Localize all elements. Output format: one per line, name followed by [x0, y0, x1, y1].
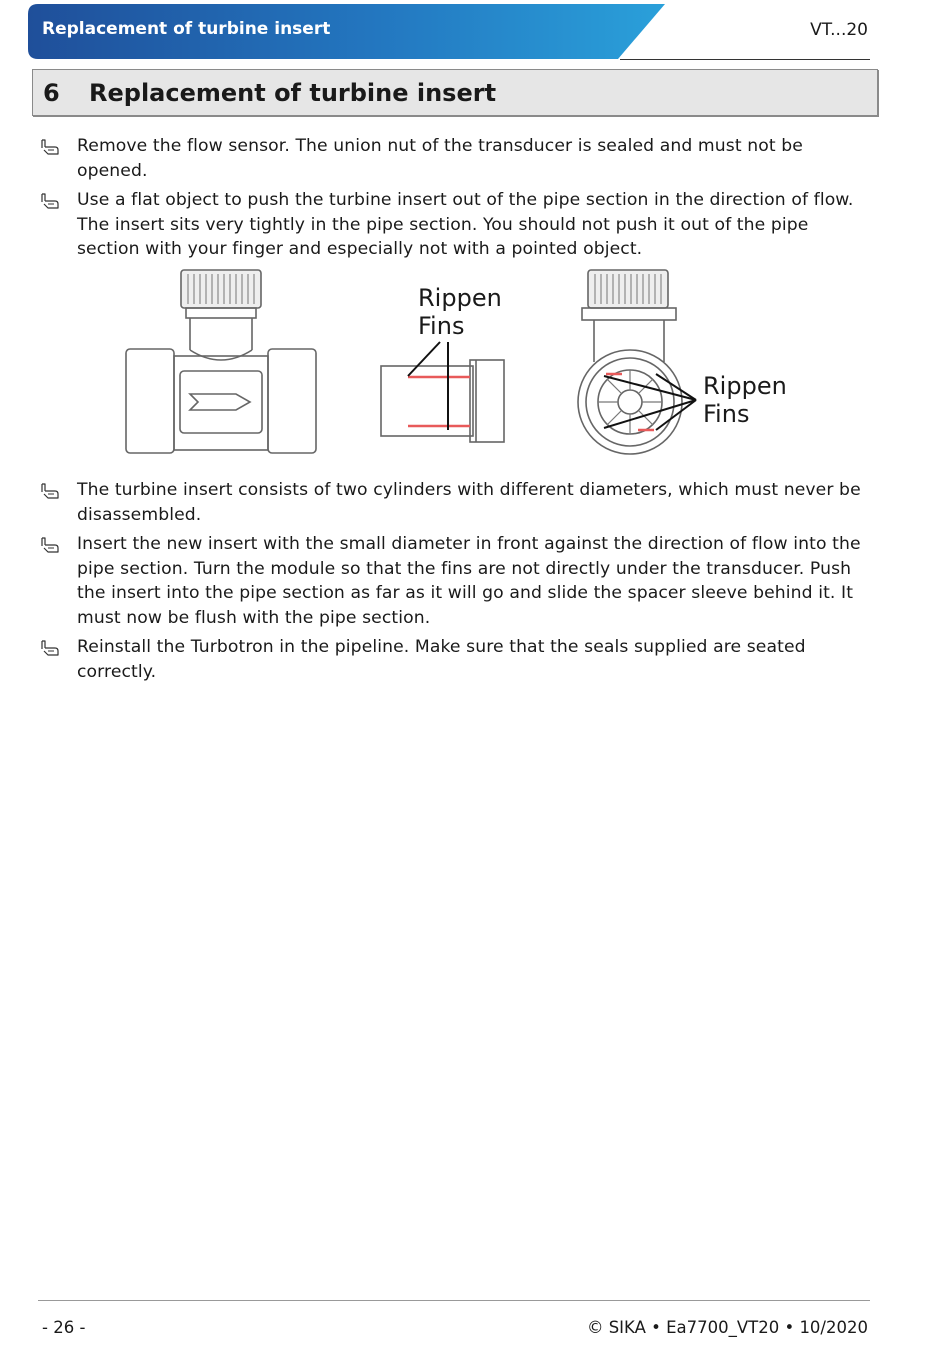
instruction-text: Insert the new insert with the small diameter in front against the direction of flow into the pipe section. Turn the module so that the fins are not directly under the transducer. Push the insert into the pipe section as far as it will go and slide the spacer sleeve behind it. It must now be flush with the pipe section. — [77, 534, 861, 628]
footer-divider — [38, 1300, 870, 1301]
section-number: 6 — [43, 79, 60, 107]
sensor-side-view — [126, 270, 316, 453]
hand-pointer-icon — [40, 536, 60, 554]
turbine-insert-view — [381, 360, 504, 442]
instruction-text: Reinstall the Turbotron in the pipeline. Make sure that the seals supplied are seated correctly. — [77, 637, 806, 682]
section-heading — [32, 69, 878, 116]
instruction-step — [40, 134, 870, 183]
instruction-step — [40, 532, 870, 630]
hand-pointer-icon — [40, 482, 60, 500]
instruction-step — [40, 188, 870, 262]
fins-label-right — [703, 372, 787, 428]
instruction-text: Remove the flow sensor. The union nut of the transducer is sealed and must not be opened. — [77, 136, 803, 181]
fins-label-english: Fins — [703, 400, 750, 428]
fins-label-middle — [418, 284, 502, 340]
instruction-step — [40, 478, 870, 527]
hand-pointer-icon — [40, 192, 60, 210]
fins-label-english: Fins — [418, 312, 465, 340]
instruction-list-top — [40, 134, 870, 267]
turbine-insert-figure — [118, 266, 818, 462]
hand-pointer-icon — [40, 138, 60, 156]
sensor-end-view — [578, 270, 682, 454]
instruction-text: The turbine insert consists of two cylinders with different diameters, which must never be disassembled. — [77, 480, 861, 525]
footer-copyright: © SIKA • Ea7700_VT20 • 10/2020 — [586, 1318, 868, 1337]
header-divider — [620, 59, 870, 60]
hand-pointer-icon — [40, 639, 60, 657]
running-header-title: Replacement of turbine insert — [42, 19, 331, 39]
fins-label-german: Rippen — [418, 284, 502, 312]
instruction-text: Use a flat object to push the turbine insert out of the pipe section in the direction of flow. The insert sits very tightly in the pipe section. You should not push it out of the pipe section with your finger and especially not with a pointed object. — [77, 190, 854, 259]
page-number: - 26 - — [42, 1318, 86, 1337]
fins-label-german: Rippen — [703, 372, 787, 400]
instruction-step — [40, 635, 870, 684]
instruction-list-bottom — [40, 478, 870, 689]
document-code: VT...20 — [810, 20, 868, 40]
section-title: Replacement of turbine insert — [89, 79, 497, 107]
